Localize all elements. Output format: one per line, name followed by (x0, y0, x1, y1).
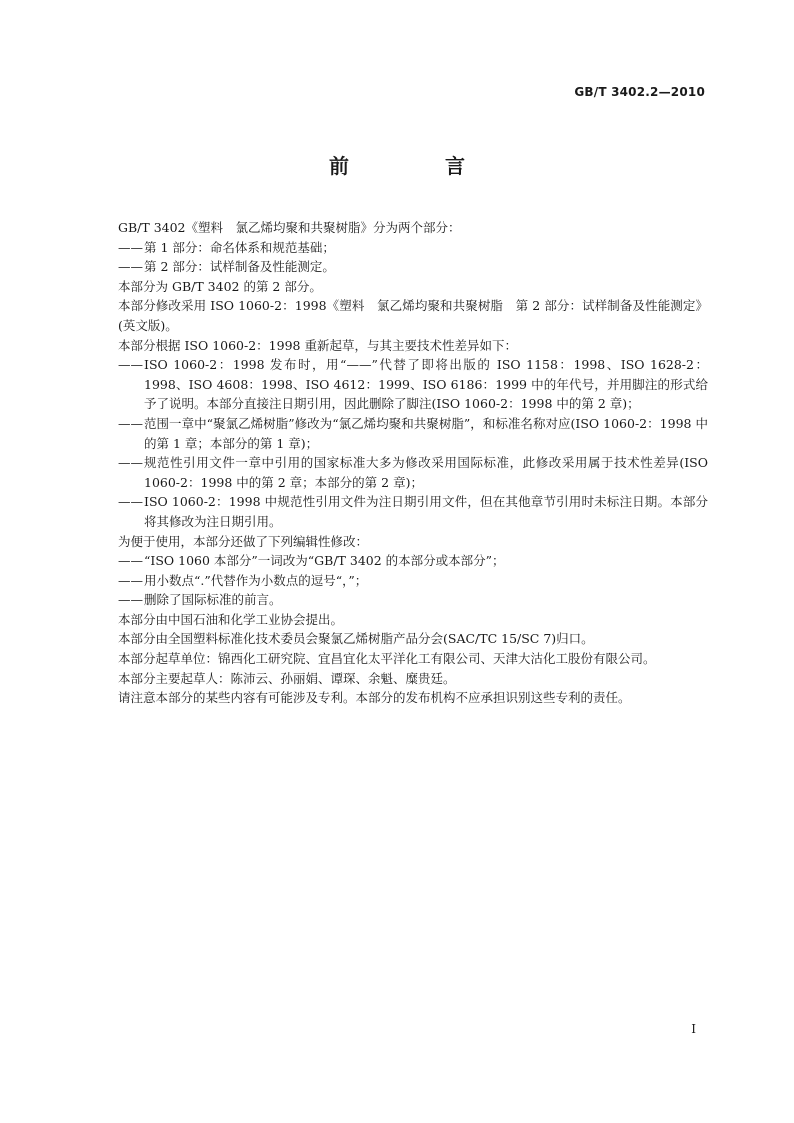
list-item-text: 第 1 部分：命名体系和规范基础； (144, 239, 335, 255)
paragraph-centralized: 本部分由全国塑料标准化技术委员会聚氯乙烯树脂产品分会(SAC/TC 15/SC 7)归口。 (118, 631, 594, 647)
list-item-part-1 (118, 238, 708, 258)
list-item-text: ISO 1060-2：1998 中规范性引用文件为注日期引用文件，但在其他章节引用时未标注日期。本部分将其修改为注日期引用。 (144, 494, 708, 529)
dash-marker: —— (118, 553, 143, 569)
list-item-editorial-2 (118, 571, 708, 591)
dash-marker: —— (118, 592, 143, 608)
paragraph-drafting-units: 本部分起草单位：锦西化工研究院、宜昌宜化太平洋化工有限公司、天津大沽化工股份有限公司。 (118, 651, 656, 667)
standard-code: GB/T 3402.2—2010 (574, 85, 705, 99)
paragraph-drafters: 本部分主要起草人：陈沛云、孙丽娟、谭琛、余魁、糜贵廷。 (118, 670, 456, 686)
list-item-text: 删除了国际标准的前言。 (144, 592, 282, 608)
paragraph-differences: 本部分根据 ISO 1060-2：1998 重新起草，与其主要技术性差异如下： (118, 337, 517, 353)
list-item-editorial-3 (118, 590, 708, 610)
paragraph-parts: GB/T 3402《塑料 氯乙烯均聚和共聚树脂》分为两个部分： (118, 220, 461, 235)
paragraph-editorial: 为便于使用，本部分还做了下列编辑性修改： (118, 533, 369, 549)
list-item-difference-1 (118, 355, 708, 414)
list-item-part-2 (118, 257, 708, 277)
dash-marker: —— (118, 259, 143, 275)
dash-marker: —— (118, 357, 143, 373)
list-item-difference-3 (118, 453, 708, 492)
page-number: I (691, 1022, 696, 1036)
paragraph-proposer: 本部分由中国石油和化学工业协会提出。 (118, 611, 344, 627)
paragraph-patent-notice: 请注意本部分的某些内容有可能涉及专利。本部分的发布机构不应承担识别这些专利的责任。 (118, 690, 631, 706)
list-item-text: 规范性引用文件一章中引用的国家标准大多为修改采用国际标准，此修改采用属于技术性差异(ISO 1060-2：1998 中的第 2 章；本部分的第 2 章)； (144, 455, 708, 490)
list-item-editorial-1 (118, 551, 708, 571)
dash-marker: —— (118, 455, 143, 471)
foreword-body (118, 218, 708, 708)
dash-marker: —— (118, 572, 143, 588)
list-item-difference-2 (118, 414, 708, 453)
list-item-text: 范围一章中“聚氯乙烯树脂”修改为“氯乙烯均聚和共聚树脂”，和标准名称对应(ISO 1060-2：1998 中的第 1 章；本部分的第 1 章)； (144, 415, 708, 451)
dash-marker: —— (118, 415, 143, 431)
list-item-text: 用小数点“.”代替作为小数点的逗号“，”； (144, 572, 368, 588)
list-item-text: 第 2 部分：试样制备及性能测定。 (144, 259, 335, 275)
list-item-text: “ISO 1060 本部分”一词改为“GB/T 3402 的本部分或本部分”； (144, 553, 505, 569)
list-item-text: ISO 1060-2：1998 发布时，用“——”代替了即将出版的 ISO 1158：1998、ISO 1628-2：1998、ISO 4608：1998、ISO 4612：1999、ISO 6186：1999 中的年代号，并用脚注的形式给予了说明。本部分直接注日期引用，因此删除了脚注(ISO 1060-2：1998 中的第 2 章)； (144, 357, 708, 412)
dash-marker: —— (118, 239, 143, 255)
paragraph-scope: 本部分为 GB/T 3402 的第 2 部分。 (118, 278, 322, 294)
page-title: 前 言 (329, 154, 503, 178)
paragraph-adoption: 本部分修改采用 ISO 1060-2：1998《塑料 氯乙烯均聚和共聚树脂 第 2 部分：试样制备及性能测定》(英文版)。 (118, 298, 708, 333)
list-item-difference-4 (118, 492, 708, 531)
dash-marker: —— (118, 494, 143, 510)
